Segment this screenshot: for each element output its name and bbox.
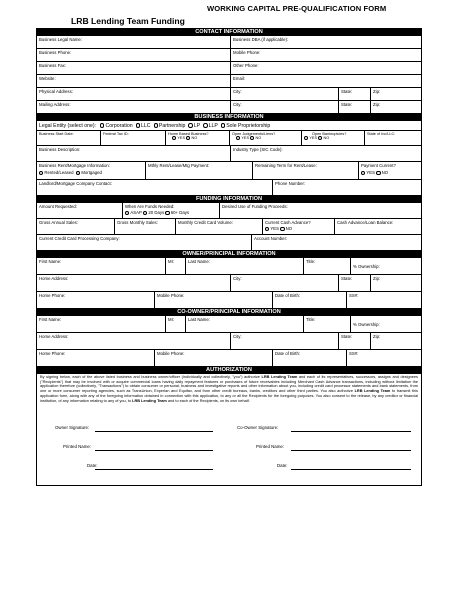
- owner-ownership-field[interactable]: % Ownership:: [353, 264, 380, 269]
- rented-option[interactable]: Rented/Leased: [39, 170, 74, 175]
- contact-row-2: [37, 49, 421, 62]
- days60-option[interactable]: 60+ Days: [165, 210, 189, 215]
- radio-icon: [154, 123, 158, 127]
- coowner-mi-field[interactable]: MI:: [166, 316, 186, 332]
- account-number-field[interactable]: Account Number:: [254, 236, 288, 241]
- owner-home-phone-field[interactable]: Home Phone:: [37, 292, 155, 308]
- radio-icon: [280, 227, 284, 231]
- coowner-signature-label: Co-Owner Signature:: [237, 425, 279, 431]
- radio-icon: [236, 136, 240, 140]
- coowner-signature-line[interactable]: [291, 431, 411, 432]
- monthly-rent-field[interactable]: Mthly Rent/Lease/Mtg Payment:: [146, 162, 253, 179]
- contact-row-6: [37, 101, 421, 114]
- physical-city-field[interactable]: City:: [231, 88, 339, 100]
- owner-city-field[interactable]: City:: [231, 275, 339, 291]
- physical-zip-field[interactable]: Zip:: [373, 89, 381, 94]
- coowner-date-label: Date:: [277, 463, 288, 469]
- judgements-field: [230, 131, 302, 145]
- when-needed-field: [123, 203, 220, 218]
- owner-row-1: [37, 258, 421, 275]
- owner-signature-line[interactable]: [95, 431, 213, 432]
- monthly-cc-field[interactable]: Monthly Credit Card Volume:: [176, 219, 263, 234]
- state-inc-field[interactable]: State of Inc/LLC:: [367, 132, 396, 136]
- owner-printed-name-label: Printed Name:: [63, 444, 92, 450]
- mailing-state-field[interactable]: State:: [339, 101, 371, 113]
- owner-last-name-field[interactable]: Last Name:: [186, 258, 304, 274]
- physical-address-field[interactable]: Physical Address:: [37, 88, 231, 100]
- mailing-zip-field[interactable]: Zip:: [373, 102, 381, 107]
- mobile-phone-field[interactable]: Mobile Phone:: [233, 50, 261, 55]
- entity-sole-proprietorship[interactable]: Sole Proprietorship: [221, 123, 271, 128]
- contact-row-1: [37, 36, 421, 49]
- payment-current-no[interactable]: NO: [376, 170, 388, 175]
- radio-icon: [39, 171, 43, 175]
- judgements-label: Open Judgements/Liens?: [232, 132, 276, 136]
- owner-dob-field[interactable]: Date of Birth:: [273, 292, 347, 308]
- entity-llp[interactable]: LLP: [203, 123, 218, 128]
- days20-option[interactable]: 20 Days: [143, 210, 164, 215]
- website-field[interactable]: Website:: [37, 75, 231, 87]
- landlord-field[interactable]: Landlord/Mortgage Company Contact:: [37, 180, 273, 195]
- bankruptcies-label: Open Bankruptcies?: [312, 132, 347, 136]
- owner-row-2: [37, 275, 421, 292]
- owner-first-name-field[interactable]: First Name:: [37, 258, 166, 274]
- company-name: LRB Lending Team Funding: [71, 16, 185, 26]
- start-date-field[interactable]: Business Start Date:: [37, 131, 101, 145]
- home-based-label: Home Based Business?: [168, 132, 209, 136]
- coowner-state-field[interactable]: State:: [339, 333, 371, 349]
- radio-icon: [186, 136, 190, 140]
- landlord-phone-field[interactable]: Phone Number:: [275, 181, 306, 186]
- coowner-zip-field[interactable]: Zip:: [373, 334, 381, 339]
- bankruptcies-no[interactable]: NO: [318, 136, 329, 140]
- desired-use-field[interactable]: Desired Use of Funding Proceeds:: [222, 204, 288, 209]
- loan-balance-field[interactable]: Cash Advance/Loan Balance:: [337, 220, 394, 225]
- entity-lp[interactable]: LP: [188, 123, 200, 128]
- coowner-home-address-field[interactable]: Home Address:: [37, 333, 231, 349]
- dba-field[interactable]: Business DBA (if applicable):: [233, 37, 289, 42]
- cash-advance-label: Current Cash Advance?: [265, 220, 311, 225]
- rent-info-label: Business Rent/Mortgage Information:: [39, 163, 110, 168]
- business-row-5: [37, 180, 421, 196]
- owner-mobile-field[interactable]: Mobile Phone:: [155, 292, 273, 308]
- home-based-no[interactable]: NO: [186, 136, 197, 140]
- remaining-term-field[interactable]: Remaining Term for Rent/Lease:: [253, 162, 359, 179]
- tax-id-field[interactable]: Federal Tax ID:: [101, 131, 166, 145]
- entity-partnership[interactable]: Partnership: [154, 123, 186, 128]
- coowner-printed-name-line[interactable]: [291, 450, 411, 451]
- contact-header: CONTACT INFORMATION: [37, 29, 421, 36]
- bankruptcies-yes[interactable]: YES: [304, 136, 317, 140]
- coowner-mobile-field[interactable]: Mobile Phone:: [155, 350, 273, 366]
- business-header: BUSINESS INFORMATION: [37, 114, 421, 121]
- owner-date-line[interactable]: [95, 469, 213, 470]
- radio-icon: [165, 211, 169, 215]
- mortgaged-option[interactable]: Mortgaged: [76, 170, 102, 175]
- radio-icon: [304, 136, 308, 140]
- signature-area: [37, 403, 421, 485]
- business-fax-field[interactable]: Business Fax:: [37, 62, 231, 74]
- mailing-city-field[interactable]: City:: [231, 101, 339, 113]
- radio-icon: [265, 227, 269, 231]
- other-phone-field[interactable]: Other Phone:: [233, 63, 259, 68]
- gross-monthly-field[interactable]: Gross Monthly Sales:: [115, 219, 176, 234]
- payment-current-field: [359, 162, 421, 179]
- coowner-ssn-field[interactable]: SS#:: [349, 351, 359, 356]
- rent-info-field: [37, 162, 146, 179]
- judgements-yes[interactable]: YES: [236, 136, 249, 140]
- radio-icon: [125, 211, 129, 215]
- contact-row-5: [37, 88, 421, 101]
- form-title: WORKING CAPITAL PRE-QUALIFICATION FORM: [207, 4, 387, 13]
- business-row-4: [37, 162, 421, 180]
- business-row-3: [37, 146, 421, 162]
- physical-state-field[interactable]: State:: [339, 88, 371, 100]
- coowner-printed-name-label: Printed Name:: [256, 444, 285, 450]
- radio-icon: [188, 123, 192, 127]
- authorization-header: AUTHORIZATION: [37, 367, 421, 374]
- radio-icon: [143, 211, 147, 215]
- when-needed-label: When Are Funds Needed:: [125, 204, 175, 209]
- owner-home-address-field[interactable]: Home Address:: [37, 275, 231, 291]
- radio-icon: [203, 123, 207, 127]
- industry-field[interactable]: Industry Type (SIC Code):: [233, 147, 283, 152]
- coowner-title-field[interactable]: Title:: [304, 316, 351, 332]
- payment-current-label: Payment Current?: [361, 163, 396, 168]
- gross-annual-field[interactable]: Gross Annual Sales:: [37, 219, 115, 234]
- owner-header: OWNER/PRINCIPAL INFORMATION: [37, 251, 421, 258]
- entity-corporation[interactable]: Corporation: [100, 123, 133, 128]
- legal-name-field[interactable]: Business Legal Name:: [37, 36, 231, 48]
- bankruptcies-field: [302, 131, 365, 145]
- business-row-2: [37, 131, 421, 146]
- radio-icon: [76, 171, 80, 175]
- owner-signature-label: Owner Signature:: [55, 425, 90, 431]
- coowner-last-name-field[interactable]: Last Name:: [186, 316, 304, 332]
- prequal-form: [36, 28, 422, 486]
- payment-current-yes[interactable]: YES: [361, 170, 375, 175]
- owner-mi-field[interactable]: MI:: [166, 258, 186, 274]
- funding-header: FUNDING INFORMATION: [37, 196, 421, 203]
- authorization-text: By signing below, each of the above listed business and business owner/officer (individually and collectively, "you") authorize LRB Lending Team and each of its representatives, successors, assigns and designees ("Recipients") that may be involved with or acquire commercial loans having daily repayment features or purchases of future receivables including Merchant Cash Advance transactions, including without limitation the application therefore (collectively, "Transactions") to obtain consumer or personal, business and investigative reports and other information about you, including credit card processor statements and bank statements, from one or more consumer reporting agencies, such as TransUnion, Experian and Equifax, and from other credit bureaus, banks, creditors and other third parties. You also authorize LRB Lending Team to transmit this application form, along with any of the foregoing information obtained in connection with this application, to any or all the Recipients for the foregoing purposes. You also consent to the release, by any creditor or financial institution, of any information relating to any of you, to LRB Lending Team and to each of the Recipients, on its own behalf.: [40, 375, 418, 403]
- judgements-no[interactable]: NO: [250, 136, 261, 140]
- contact-row-3: [37, 62, 421, 75]
- coowner-home-phone-field[interactable]: Home Phone:: [37, 350, 155, 366]
- radio-icon: [221, 123, 225, 127]
- coowner-header: CO-OWNER/PRINCIPAL INFORMATION: [37, 309, 421, 316]
- email-field[interactable]: Email:: [233, 76, 245, 81]
- processor-field[interactable]: Current Credit Card Processing Company:: [37, 235, 252, 250]
- cash-advance-field: [263, 219, 335, 234]
- cash-advance-yes[interactable]: YES: [265, 226, 279, 231]
- legal-entity-row: [37, 121, 421, 131]
- home-based-field: [166, 131, 230, 145]
- coowner-row-3: [37, 350, 421, 367]
- radio-icon: [136, 123, 140, 127]
- owner-title-field[interactable]: Title:: [304, 258, 351, 274]
- entity-llc[interactable]: LLC: [136, 123, 151, 128]
- owner-date-label: Date:: [87, 463, 98, 469]
- radio-icon: [172, 136, 176, 140]
- owner-ssn-field[interactable]: SS#:: [349, 293, 359, 298]
- funding-row-2: [37, 219, 421, 235]
- coowner-date-line[interactable]: [291, 469, 411, 470]
- radio-icon: [376, 171, 380, 175]
- coowner-row-1: [37, 316, 421, 333]
- business-phone-field[interactable]: Business Phone:: [37, 49, 231, 61]
- coowner-row-2: [37, 333, 421, 350]
- home-based-yes[interactable]: YES: [172, 136, 185, 140]
- legal-entity-label: Legal Entity (select one):: [39, 123, 97, 129]
- asap-option[interactable]: ASAP: [125, 210, 142, 215]
- mailing-address-field[interactable]: Mailing Address:: [37, 101, 231, 113]
- funding-row-1: [37, 203, 421, 219]
- amount-requested-field[interactable]: Amount Requested:: [37, 203, 123, 218]
- owner-row-3: [37, 292, 421, 309]
- owner-printed-name-line[interactable]: [95, 450, 213, 451]
- funding-row-3: [37, 235, 421, 251]
- owner-zip-field[interactable]: Zip:: [373, 276, 381, 281]
- owner-state-field[interactable]: State:: [339, 275, 371, 291]
- coowner-ownership-field[interactable]: % Ownership:: [353, 322, 380, 327]
- coowner-city-field[interactable]: City:: [231, 333, 339, 349]
- description-field[interactable]: Business Description:: [37, 146, 231, 161]
- coowner-first-name-field[interactable]: First Name:: [37, 316, 166, 332]
- contact-row-4: [37, 75, 421, 88]
- radio-icon: [361, 171, 365, 175]
- cash-advance-no[interactable]: NO: [280, 226, 292, 231]
- coowner-dob-field[interactable]: Date of Birth:: [273, 350, 347, 366]
- radio-icon: [318, 136, 322, 140]
- radio-icon: [100, 123, 104, 127]
- radio-icon: [250, 136, 254, 140]
